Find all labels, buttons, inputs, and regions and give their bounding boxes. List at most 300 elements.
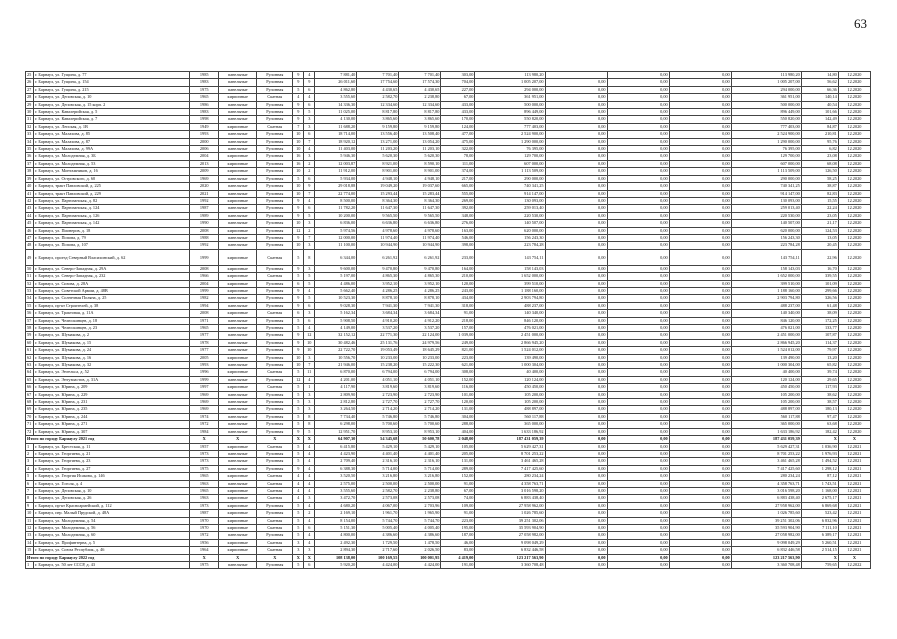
table-cell: панельные: [219, 138, 257, 145]
table-cell: 56: [26, 310, 34, 317]
address-cell: г. Барнаул, ул. Молодежная, д. 3Б: [34, 153, 190, 160]
table-cell: 9: [293, 205, 304, 212]
table-cell: 4: [304, 517, 315, 524]
table-cell: Скатная: [257, 547, 293, 554]
table-cell: 0,00: [669, 399, 731, 406]
table-cell: 0,00: [607, 413, 669, 420]
table-cell: 0,00: [545, 234, 607, 241]
table-cell: 19 037,60: [399, 183, 441, 190]
table-cell: 12.2020: [838, 369, 870, 376]
table-cell: 3: [304, 406, 315, 413]
table-cell: 0,00: [545, 524, 607, 531]
table-row: [26, 325, 871, 332]
address-cell: г. Барнаул, пер. Малый Прудской, д. 48А: [34, 510, 190, 517]
table-cell: 0,00: [607, 116, 669, 123]
table-cell: 0,00: [669, 517, 731, 524]
table-cell: 68: [26, 399, 34, 406]
table-cell: 1999: [190, 287, 219, 294]
table-cell: 2 703,96: [399, 502, 441, 509]
table-cell: 6 832 446,58: [731, 547, 801, 554]
table-cell: 223,00: [441, 354, 475, 361]
table-cell: 12.2020: [838, 354, 870, 361]
table-cell: 76 395,00: [731, 146, 801, 153]
table-cell: 217,00: [441, 175, 475, 182]
table-cell: 0,00: [545, 101, 607, 108]
table-cell: 12.2020: [838, 347, 870, 354]
table-cell: 9: [293, 347, 304, 354]
table-cell: 0,00: [545, 443, 607, 450]
table-cell: 2 866 945,20: [731, 339, 801, 346]
table-cell: 5 714,00: [399, 465, 441, 472]
table-cell: 4 865,30: [357, 273, 399, 280]
table-cell: 4 978,60: [357, 227, 399, 234]
table-row: [26, 473, 871, 480]
table-cell: 12.2020: [838, 273, 870, 280]
table-cell: 19 049,20: [357, 183, 399, 190]
table-cell: 120,00: [441, 280, 475, 287]
address-cell: г. Барнаул, ул. Пионеров, д. 18: [34, 227, 190, 234]
table-cell: панельные: [219, 450, 257, 457]
table-cell: 12.2020: [838, 406, 870, 413]
table-cell: 223,00: [441, 517, 475, 524]
address-cell: г. Барнаул, пр-кт Красноармейский, д. 112: [34, 502, 190, 509]
table-cell: 4 051,10: [357, 376, 399, 383]
table-cell: 621,00: [441, 362, 475, 369]
table-cell: 8 364,30: [399, 197, 441, 204]
table-cell: панельные: [219, 205, 257, 212]
table-cell: 12.2021: [838, 458, 870, 465]
table-cell: 9: [293, 234, 304, 241]
address-cell: г. Барнаул, тракт Павловский, д. 229: [34, 190, 190, 197]
table-cell: 4: [304, 72, 315, 79]
table-row: [26, 190, 871, 197]
table-cell: 6 636,80: [357, 220, 399, 227]
table-cell: 1998: [190, 116, 219, 123]
table-row: [26, 94, 871, 101]
table-cell: кирпичные: [219, 227, 257, 234]
table-cell: 9: [304, 79, 315, 86]
table-cell: 12.2021: [838, 517, 870, 524]
table-cell: 365 000,00: [475, 421, 545, 428]
address-cell: г. Барнаул, тракт Павловский, д. 225: [34, 183, 190, 190]
table-cell: 477,00: [441, 131, 475, 138]
table-cell: 0,00: [607, 458, 669, 465]
table-cell: 4: [293, 480, 304, 487]
table-cell: 1 524 012,00: [731, 347, 801, 354]
table-cell: 1996: [190, 369, 219, 376]
table-cell: 0,00: [545, 458, 607, 465]
table-cell: 8 921,00: [357, 160, 399, 167]
table-cell: панельные: [219, 242, 257, 249]
table-cell: 361 951,00: [475, 94, 545, 101]
table-cell: 289,00: [441, 465, 475, 472]
table-cell: 13,05: [801, 234, 838, 241]
table-row: [26, 487, 871, 494]
address-cell: г. Барнаул, ул. Деповская, д. 10: [34, 94, 190, 101]
table-cell: 0,00: [607, 280, 669, 287]
table-cell: 12.2021: [838, 465, 870, 472]
table-cell: 0,00: [607, 465, 669, 472]
table-cell: 1 026 785,60: [731, 510, 801, 517]
table-row: [26, 524, 871, 531]
table-cell: панельные: [219, 190, 257, 197]
table-cell: 9 098 049,29: [731, 539, 801, 546]
table-cell: кирпичные: [219, 94, 257, 101]
table-cell: 6 636,80: [399, 220, 441, 227]
table-cell: 3: [293, 539, 304, 546]
address-cell: г. Барнаул, ул. Северо-Западная, д. 29А: [34, 265, 190, 272]
address-cell: г. Барнаул, ул. Деповская, д. 26: [34, 495, 190, 502]
table-cell: 476 021,00: [475, 325, 545, 332]
table-cell: 12.2020: [838, 428, 870, 435]
table-cell: 0,00: [545, 495, 607, 502]
table-cell: 8 701 253,22: [475, 450, 545, 457]
address-cell: г. Барнаул, ул. Малахова, д. 99А: [34, 146, 190, 153]
table-cell: 12.2020: [838, 220, 870, 227]
table-cell: 0,00: [669, 554, 731, 561]
table-cell: 11 100,00: [315, 242, 357, 249]
table-cell: 12.2020: [838, 109, 870, 116]
table-cell: 0,00: [545, 273, 607, 280]
table-cell: 322,00: [441, 146, 475, 153]
table-cell: 12.2021: [838, 487, 870, 494]
table-cell: 5: [293, 369, 304, 376]
table-cell: 4: [304, 539, 315, 546]
table-cell: 2 316,10: [399, 458, 441, 465]
table-cell: 0,00: [545, 287, 607, 294]
table-cell: 0,00: [545, 197, 607, 204]
table-cell: панельные: [219, 332, 257, 339]
table-cell: 1 965,90: [399, 510, 441, 517]
table-cell: 140 340,00: [475, 310, 545, 317]
table-cell: 11 203,20: [357, 146, 399, 153]
table-cell: 12.2022: [838, 562, 870, 569]
table-cell: 0,00: [607, 287, 669, 294]
table-cell: 1987: [190, 510, 219, 517]
table-cell: панельные: [219, 101, 257, 108]
table-cell: 0,00: [669, 109, 731, 116]
table-cell: 0,00: [607, 539, 669, 546]
table-cell: 0,00: [607, 450, 669, 457]
table-cell: 0,00: [669, 273, 731, 280]
table-row: [26, 517, 871, 524]
table-cell: 2021: [190, 190, 219, 197]
table-cell: панельные: [219, 183, 257, 190]
table-cell: 131,00: [441, 406, 475, 413]
table-row: [26, 310, 871, 317]
table-cell: 5: [293, 317, 304, 324]
table-cell: кирпичные: [219, 369, 257, 376]
table-cell: 117,93: [801, 384, 838, 391]
table-cell: 0,00: [669, 450, 731, 457]
table-cell: 29: [26, 101, 34, 108]
table-cell: 3: [293, 547, 304, 554]
table-cell: 1: [304, 384, 315, 391]
table-cell: 0,00: [669, 502, 731, 509]
table-cell: кирпичные: [219, 354, 257, 361]
table-cell: 12.2020: [838, 362, 870, 369]
table-cell: 2 812,80: [315, 399, 357, 406]
table-cell: панельные: [219, 325, 257, 332]
table-cell: 11 782,20: [315, 205, 357, 212]
table-cell: 5 662,40: [315, 287, 357, 294]
table-cell: 158 143,03: [475, 265, 545, 272]
table-cell: 0,00: [545, 212, 607, 219]
table-cell: Х: [293, 436, 304, 443]
table-cell: 4 386,60: [357, 532, 399, 539]
table-row: [26, 205, 871, 212]
table-cell: 398,00: [441, 242, 475, 249]
table-cell: 12.2020: [838, 94, 870, 101]
table-cell: 0,00: [545, 369, 607, 376]
table-cell: 0,00: [545, 146, 607, 153]
table-cell: 0,00: [669, 123, 731, 130]
table-cell: 0,00: [669, 547, 731, 554]
table-cell: Скатная: [257, 123, 293, 130]
table-cell: 0,00: [607, 532, 669, 539]
table-cell: 4: [304, 146, 315, 153]
table-cell: 1965: [190, 473, 219, 480]
table-cell: 1 113 509,00: [475, 168, 545, 175]
table-cell: 3 865,60: [357, 116, 399, 123]
table-cell: 58: [26, 325, 34, 332]
table-cell: 8 590,10: [399, 160, 441, 167]
table-cell: 210,81: [801, 131, 838, 138]
table-cell: 0,00: [545, 227, 607, 234]
table-cell: 218,00: [441, 317, 475, 324]
table-cell: 0,00: [607, 86, 669, 93]
table-cell: Рулонная: [257, 450, 293, 457]
table-cell: 1 976,93: [801, 450, 838, 457]
table-cell: 47: [26, 234, 34, 241]
table-cell: Х: [801, 436, 838, 443]
table-cell: 4: [293, 495, 304, 502]
table-cell: 140 507,00: [731, 220, 801, 227]
table-cell: 1965: [190, 487, 219, 494]
table-cell: 123 217 563,90: [475, 554, 545, 561]
table-row: [26, 450, 871, 457]
table-cell: 914 147,00: [475, 190, 545, 197]
table-cell: 2 451 000,00: [731, 332, 801, 339]
table-cell: 129 700,00: [731, 153, 801, 160]
table-cell: 2 723,90: [357, 391, 399, 398]
table-cell: 5: [293, 325, 304, 332]
table-cell: 187,00: [441, 532, 475, 539]
table-cell: 5 714,00: [357, 465, 399, 472]
table-cell: 3 216,80: [357, 473, 399, 480]
table-cell: 0,00: [607, 146, 669, 153]
table-cell: Скатная: [257, 94, 293, 101]
table-row: [26, 317, 871, 324]
table-cell: 0,00: [669, 465, 731, 472]
table-cell: 0,00: [607, 160, 669, 167]
table-cell: 13,20: [801, 354, 838, 361]
table-cell: 10: [304, 339, 315, 346]
table-cell: 0,00: [669, 190, 731, 197]
table-cell: 57: [26, 317, 34, 324]
table-cell: панельные: [219, 421, 257, 428]
table-cell: 5: [293, 406, 304, 413]
table-cell: 3 537,20: [357, 325, 399, 332]
table-row: [26, 220, 871, 227]
table-cell: 50 600,78: [399, 436, 441, 443]
table-cell: 105 200,00: [731, 399, 801, 406]
table-cell: 4 430,65: [357, 86, 399, 93]
table-cell: 220 530,00: [475, 212, 545, 219]
table-cell: 82,83: [801, 190, 838, 197]
table-cell: 6 389,17: [801, 532, 838, 539]
table-cell: 12.2021: [838, 539, 870, 546]
table-cell: 3 865,60: [399, 116, 441, 123]
table-cell: 4 051,10: [399, 376, 441, 383]
table-cell: Рулонная: [257, 197, 293, 204]
table-cell: панельные: [219, 465, 257, 472]
table-cell: 18 714,00: [315, 131, 357, 138]
table-row: [26, 160, 871, 167]
table-cell: 5: [304, 295, 315, 302]
table-cell: Х: [219, 554, 257, 561]
table-cell: 27 958 962,00: [731, 502, 801, 509]
table-cell: 1 478,50: [399, 539, 441, 546]
table-cell: 1974: [190, 413, 219, 420]
table-cell: 0,00: [669, 332, 731, 339]
table-cell: 1966: [190, 273, 219, 280]
table-cell: 1983: [190, 109, 219, 116]
table-cell: 12: [304, 332, 315, 339]
table-cell: Рулонная: [257, 347, 293, 354]
table-cell: 65,82: [801, 362, 838, 369]
table-cell: 10: [293, 183, 304, 190]
table-cell: 5: [293, 175, 304, 182]
table-cell: 5 700,60: [399, 421, 441, 428]
table-cell: 12.2020: [838, 212, 870, 219]
table-cell: 12.2020: [838, 295, 870, 302]
address-cell: г. Барнаул, ул. Шумакова, д. 15: [34, 339, 190, 346]
table-cell: 1: [26, 562, 34, 569]
table-cell: 10: [293, 168, 304, 175]
table-cell: 120 124,00: [475, 376, 545, 383]
table-cell: 3: [304, 547, 315, 554]
table-cell: кирпичные: [219, 443, 257, 450]
table-cell: панельные: [219, 362, 257, 369]
table-cell: 0,00: [669, 347, 731, 354]
table-cell: 1 652 000,00: [731, 273, 801, 280]
table-cell: 2 894,30: [315, 547, 357, 554]
address-cell: г. Барнаул, ул. Кавалерийская, д. 7: [34, 116, 190, 123]
table-cell: 2: [26, 450, 34, 457]
table-cell: 8 364,30: [357, 197, 399, 204]
table-cell: 10: [293, 362, 304, 369]
table-cell: 35: [26, 146, 34, 153]
table-cell: 0,00: [545, 362, 607, 369]
table-cell: 4: [26, 465, 34, 472]
table-cell: 210,00: [441, 273, 475, 280]
table-cell: 740 341,25: [731, 183, 801, 190]
table-cell: кирпичные: [219, 310, 257, 317]
table-cell: 1988: [190, 234, 219, 241]
address-cell: г. Барнаул, ул. Шумакова, д. 2: [34, 332, 190, 339]
table-cell: 7 111,10: [801, 524, 838, 531]
table-cell: 2004: [190, 153, 219, 160]
table-cell: 12.2020: [838, 376, 870, 383]
table-cell: 25: [26, 72, 34, 79]
address-cell: г. Барнаул, ул. Энгельса, д. 52: [34, 369, 190, 376]
table-cell: 4: [304, 443, 315, 450]
table-cell: 27 058 982,00: [731, 532, 801, 539]
table-cell: 0,00: [545, 183, 607, 190]
table-cell: 4 005,40: [399, 524, 441, 531]
table-cell: 450 450,00: [475, 384, 545, 391]
table-cell: 32 152,12: [315, 332, 357, 339]
table-cell: 12.2021: [838, 450, 870, 457]
table-cell: панельные: [219, 175, 257, 182]
page-number: 63: [854, 16, 867, 31]
table-cell: Рулонная: [257, 265, 293, 272]
table-cell: 0,00: [669, 138, 731, 145]
table-cell: 10 233,00: [357, 354, 399, 361]
table-cell: 0,00: [607, 234, 669, 241]
table-cell: 8 901,00: [357, 168, 399, 175]
table-cell: 0,00: [607, 517, 669, 524]
table-cell: 7 881,40: [315, 72, 357, 79]
table-cell: Скатная: [257, 273, 293, 280]
table-cell: 66,36: [801, 86, 838, 93]
table-cell: 152,00: [441, 473, 475, 480]
table-cell: 0,00: [545, 168, 607, 175]
table-cell: 5 151,30: [315, 524, 357, 531]
table-cell: 0,00: [669, 160, 731, 167]
table-cell: 27 958 962,00: [475, 502, 545, 509]
table-cell: 0,00: [669, 168, 731, 175]
table-cell: Х: [257, 554, 293, 561]
table-cell: 133,77: [801, 325, 838, 332]
table-cell: 5 700,60: [357, 421, 399, 428]
table-cell: 2006: [190, 146, 219, 153]
table-cell: 2 492,30: [315, 539, 357, 546]
address-cell: г. Барнаул, ул. Гущина, д. 215: [34, 86, 190, 93]
table-cell: 1992: [190, 242, 219, 249]
table-cell: 65: [26, 376, 34, 383]
table-cell: 5: [293, 443, 304, 450]
table-cell: 6: [304, 562, 315, 569]
table-cell: кирпичные: [219, 495, 257, 502]
table-cell: 0,00: [545, 517, 607, 524]
table-cell: 0,00: [545, 249, 607, 265]
table-cell: 5 974,56: [315, 227, 357, 234]
table-cell: 8: [26, 495, 34, 502]
table-row: [26, 347, 871, 354]
table-cell: 2009: [190, 168, 219, 175]
table-cell: 0,00: [607, 153, 669, 160]
table-cell: 0,00: [669, 391, 731, 398]
table-cell: 9: [293, 101, 304, 108]
table-cell: 0,00: [545, 131, 607, 138]
table-cell: 0,00: [545, 302, 607, 309]
table-cell: 2 524 900,00: [475, 131, 545, 138]
table-cell: 0,00: [607, 362, 669, 369]
table-cell: 72: [26, 428, 34, 435]
address-cell: г. Барнаул, ул. Шумакова, д. 16: [34, 354, 190, 361]
address-cell: г. Барнаул, ул. Юрина, д. 235: [34, 406, 190, 413]
table-cell: 12.2020: [838, 265, 870, 272]
table-cell: 143 754,11: [475, 249, 545, 265]
table-cell: 2008: [190, 227, 219, 234]
table-cell: 12: [293, 376, 304, 383]
table-cell: 0,00: [669, 146, 731, 153]
table-cell: Рулонная: [257, 280, 293, 287]
table-cell: 4: [304, 502, 315, 509]
table-cell: 1972: [190, 421, 219, 428]
